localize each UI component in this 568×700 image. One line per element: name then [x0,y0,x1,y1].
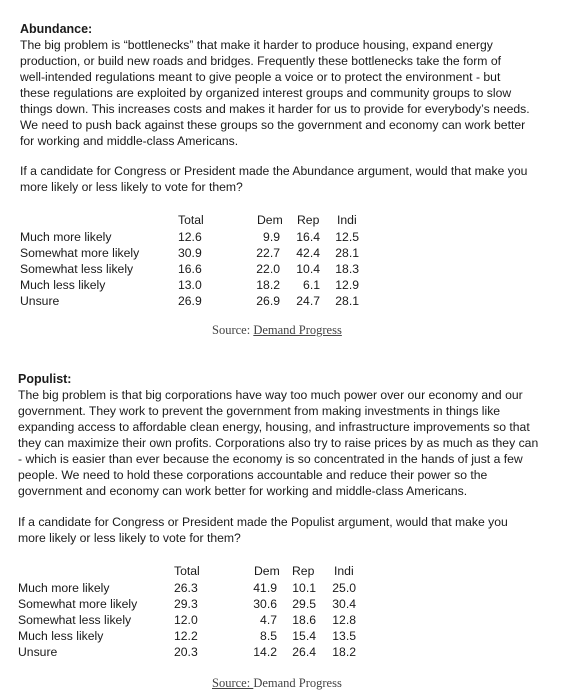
section-heading: Populist: [18,372,72,386]
indi-value: 28.1 [335,294,359,308]
source-link[interactable]: Demand Progress [253,676,342,690]
paragraph-line: government and economy can work better for working and middle-class Americans. [18,484,468,498]
dem-value: 18.2 [256,278,280,292]
dem-value: 30.6 [253,597,277,611]
header-rep: Rep [292,564,315,578]
total-value: 12.6 [178,230,202,244]
paragraph-line: production, or build new roads and bridges. Frequently these bottlenecks take the form of [20,54,502,68]
source-link[interactable]: Demand Progress [253,323,342,337]
rep-value: 6.1 [303,278,320,292]
section-heading: Abundance: [20,22,93,36]
row-label: Somewhat more likely [18,597,138,611]
indi-value: 18.2 [332,645,356,659]
total-value: 26.9 [178,294,202,308]
rep-value: 10.4 [296,262,320,276]
row-label: Unsure [18,645,58,659]
header-total: Total [178,213,204,227]
table-header-row [20,212,380,228]
indi-value: 12.9 [335,278,359,292]
total-value: 26.3 [174,581,198,595]
paragraph-line: for working and middle-class Americans. [20,134,239,148]
survey-question [20,163,527,195]
paragraph-line: expanding access to affordable clean energy, housing, and infrastructure improvements so that [18,420,530,434]
row-label: Much more likely [20,230,112,244]
table-row [18,644,378,660]
rep-value: 16.4 [296,230,320,244]
rep-value: 29.5 [292,597,316,611]
indi-value: 25.0 [332,581,356,595]
paragraph-line: The big problem is “bottlenecks” that make it harder to produce housing, expand energy [20,38,493,52]
row-label: Much less likely [18,629,104,643]
table-row [20,229,380,245]
argument-paragraph [20,37,530,149]
dem-value: 22.7 [256,246,280,260]
total-value: 13.0 [178,278,202,292]
paragraph-line: well-intended regulations meant to give people a voice or to protect the environment - but [20,70,501,84]
rep-value: 15.4 [292,629,316,643]
paragraph-line: - which is easier than ever because the economy is so concentrated in the hands of just a few [18,452,523,466]
indi-value: 28.1 [335,246,359,260]
row-label: Somewhat more likely [20,246,140,260]
results-table [18,563,378,663]
table-row [18,580,378,596]
paragraph-line: things down. This increases costs and makes it harder for us to provide for everybody’s needs. [20,102,530,116]
total-value: 29.3 [174,597,198,611]
dem-value: 9.9 [263,230,280,244]
dem-value: 26.9 [256,294,280,308]
table-row [18,596,378,612]
total-value: 12.2 [174,629,198,643]
table-row [20,277,380,293]
dem-value: 14.2 [253,645,277,659]
paragraph-line: they can maximize their own profits. Corporations also try to raise prices by as much as they can [18,436,539,450]
header-indi: Indi [337,213,357,227]
row-label: Somewhat less likely [20,262,134,276]
header-dem: Dem [254,564,280,578]
paragraph-line: people. We need to hold these corporations accountable and reduce their power so the [18,468,488,482]
rep-value: 26.4 [292,645,316,659]
table-header-row [18,563,378,579]
total-value: 30.9 [178,246,202,260]
rep-value: 24.7 [296,294,320,308]
source-prefix: Source: [212,323,254,337]
question-line: If a candidate for Congress or President made the Abundance argument, would that make you [20,164,528,178]
table-row [20,245,380,261]
row-label: Somewhat less likely [18,613,132,627]
source-caption [212,676,342,691]
rep-value: 18.6 [292,613,316,627]
indi-value: 12.8 [332,613,356,627]
indi-value: 30.4 [332,597,356,611]
question-line: If a candidate for Congress or President made the Populist argument, would that make you [18,515,508,529]
source-prefix: Source: [212,676,254,690]
rep-value: 10.1 [292,581,316,595]
question-line: more likely or less likely to vote for them? [20,180,243,194]
header-total: Total [174,564,200,578]
paragraph-line: government. They work to prevent the government from making investments in things like [18,404,501,418]
dem-value: 22.0 [256,262,280,276]
table-row [20,293,380,309]
rep-value: 42.4 [296,246,320,260]
total-value: 16.6 [178,262,202,276]
table-row [18,628,378,644]
indi-value: 12.5 [335,230,359,244]
results-table [20,212,380,312]
dem-value: 8.5 [260,629,277,643]
table-row [20,261,380,277]
source-caption [212,323,342,338]
row-label: Much more likely [18,581,110,595]
total-value: 12.0 [174,613,198,627]
row-label: Much less likely [20,278,106,292]
dem-value: 41.9 [253,581,277,595]
header-rep: Rep [297,213,320,227]
row-label: Unsure [20,294,60,308]
header-dem: Dem [257,213,283,227]
total-value: 20.3 [174,645,198,659]
table-row [18,612,378,628]
paragraph-line: The big problem is that big corporations have way too much power over our economy and our [18,388,523,402]
indi-value: 13.5 [332,629,356,643]
paragraph-line: these regulations are exploited by organized interest groups and community groups to slow [20,86,512,100]
header-indi: Indi [334,564,354,578]
dem-value: 4.7 [260,613,277,627]
argument-paragraph [18,387,538,499]
survey-question [18,514,508,546]
indi-value: 18.3 [335,262,359,276]
paragraph-line: We need to push back against these groups so the government and economy can work better [20,118,526,132]
question-line: more likely or less likely to vote for them? [18,531,241,545]
